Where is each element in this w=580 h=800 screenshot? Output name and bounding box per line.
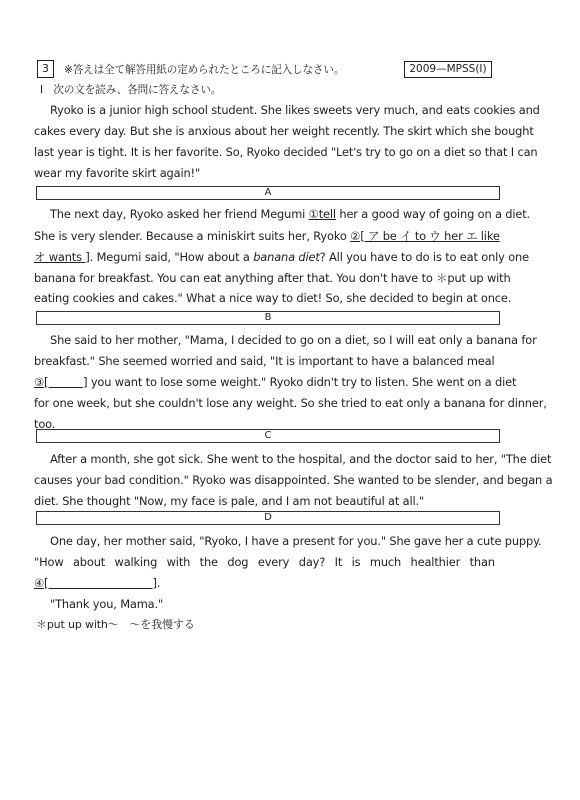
p2-text: ? All you have to do is to eat only one xyxy=(319,250,529,264)
instruction-text: ※答えは全て解答用紙の定められたところに記入しなさい。 xyxy=(64,64,345,76)
p2-line-1 xyxy=(50,207,570,221)
underline-2-end: オ wants ] xyxy=(34,250,90,264)
p2-text: She is very slender. Because a miniskirt suits her, Ryoko xyxy=(34,229,351,243)
p2-line-3 xyxy=(34,249,554,265)
underline-2-choices: ②[ ア be イ to ウ her エ like xyxy=(350,229,500,243)
blank-4: ④[ ] xyxy=(34,576,157,590)
p4-line-1: After a month, she got sick. She went to the hospital, and the doctor said to her, "The diet xyxy=(50,452,552,466)
p2-text: . Megumi said, "How about a xyxy=(89,250,254,264)
p2-line-5: eating cookies and cakes." What a nice way to diet! So, she decided to begin at once. xyxy=(34,291,512,305)
p1-line-3: last year is tight. It is her favorite. So, Ryoko decided "Let's try to go on a diet so that I can xyxy=(34,145,538,159)
blank-3: ③[ ] xyxy=(34,375,88,389)
p5-line-2: "How about walking with the dog every day? It is much healthier than xyxy=(34,555,495,569)
p4-line-2: causes your bad condition." Ryoko was disappointed. She wanted to be slender, and began a xyxy=(34,473,553,487)
p2-text: The next day, Ryoko asked her friend Megumi xyxy=(50,207,309,221)
p2-line-4: banana for breakfast. You can eat anything after that. You don't have to ＊put up with xyxy=(34,271,511,285)
p3-line-5: too. xyxy=(34,417,56,431)
exam-code: 2009—MPSS(Ⅰ) xyxy=(404,61,492,78)
p2-line-2 xyxy=(34,228,554,244)
p1-line-2: cakes every day. But she is anxious about her weight recently. The skirt which she bought xyxy=(34,124,534,138)
answer-box-d: D xyxy=(36,511,500,525)
italic-term: banana diet xyxy=(253,250,320,264)
p3-line-4: for one week, but she couldn't lose any weight. So she tried to eat only a banana for dinner, xyxy=(34,396,547,410)
p5-line-3 xyxy=(34,576,554,590)
p4-line-3: diet. She thought "Now, my face is pale, and I am not beautiful at all." xyxy=(34,494,425,508)
underline-1: ①tell xyxy=(308,207,336,221)
question-number: 3 xyxy=(37,60,54,78)
p2-text: her a good way of going on a diet. xyxy=(335,207,531,221)
p5-line-1: One day, her mother said, "Ryoko, I have a present for you." She gave her a cute puppy. xyxy=(50,534,542,548)
footnote: ＊put up with～ ～を我慢する xyxy=(36,618,195,631)
p3-line-3 xyxy=(34,375,554,389)
p1-line-4: wear my favorite skirt again!" xyxy=(34,166,201,180)
p5-line-4: "Thank you, Mama." xyxy=(50,597,164,611)
p3-line-1: She said to her mother, "Mama, I decided to go on a diet, so I will eat only a banana for xyxy=(50,333,537,347)
p3-line-2: breakfast." She seemed worried and said, "It is important to have a balanced meal xyxy=(34,354,495,368)
section-heading: Ⅰ 次の文を読み、各問に答えなさい。 xyxy=(40,84,222,96)
answer-box-c: C xyxy=(36,429,500,443)
p3-text: you want to lose some weight." Ryoko didn't try to listen. She went on a diet xyxy=(87,375,517,389)
answer-box-a: A xyxy=(36,186,500,200)
answer-box-b: B xyxy=(36,311,500,325)
p1-line-1: Ryoko is a junior high school student. She likes sweets very much, and eats cookies and xyxy=(50,103,540,117)
p5-text: . xyxy=(156,576,161,590)
